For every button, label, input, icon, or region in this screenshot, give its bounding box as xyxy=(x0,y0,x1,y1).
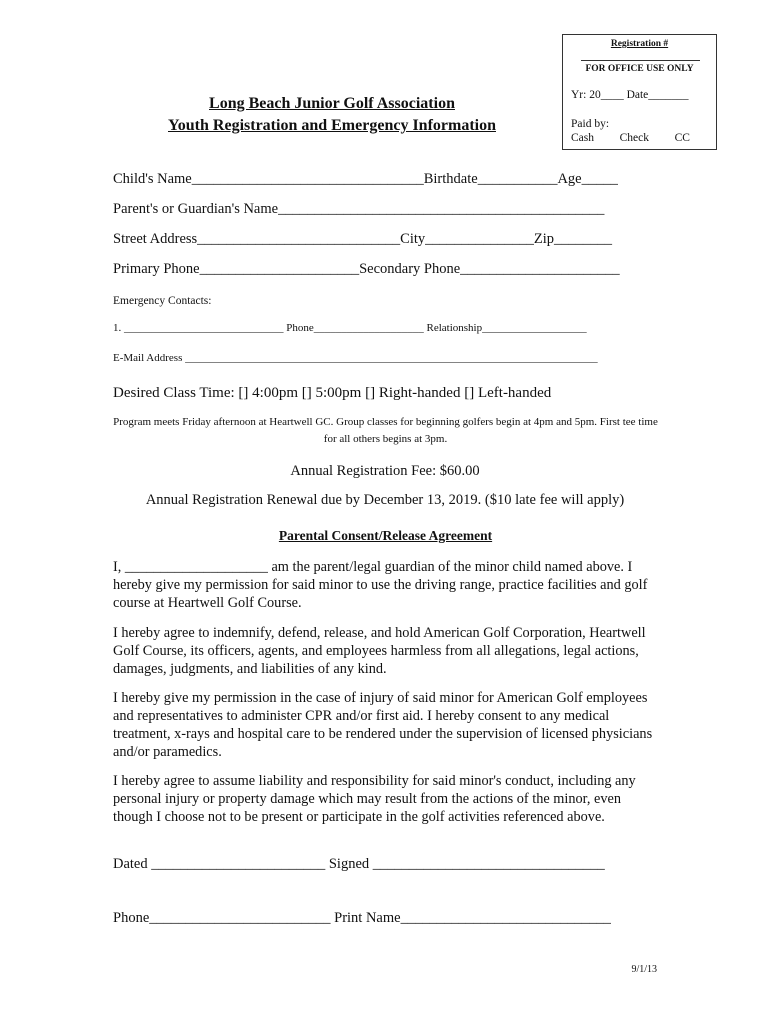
office-box-rule xyxy=(581,60,700,61)
year-date-field[interactable]: Yr: 20____ Date_______ xyxy=(571,89,689,101)
registration-fee: Annual Registration Fee: $60.00 xyxy=(290,463,480,479)
consent-paragraph-4: I hereby agree to assume liability and responsibility for said minor's conduct, including any personal injury or property damage which may result from the actions of the minor, even though I choose not to be present or participate in the golf activities referenced above. xyxy=(113,773,636,825)
paid-by-label: Paid by: xyxy=(571,118,610,130)
dated-signed-line[interactable]: Dated ________________________ Signed ________________________________ xyxy=(113,856,605,872)
payment-cash[interactable]: Cash xyxy=(571,132,594,144)
payment-options xyxy=(571,132,690,144)
office-use-box xyxy=(562,34,717,150)
class-time-options[interactable]: Desired Class Time: [] 4:00pm [] 5:00pm [] Right-handed [] Left-handed xyxy=(113,385,552,401)
registration-number-label: Registration # xyxy=(610,39,669,49)
consent-paragraph-2: I hereby agree to indemnify, defend, release, and hold American Golf Corporation, Heartwell Golf Course, its officers, agents, and employees harmless from all allegations, legal actions, damages, judgments, and liabilities of any kind. xyxy=(113,625,646,677)
footer-date: 9/1/13 xyxy=(631,964,657,975)
consent-paragraph-1: I, ____________________ am the parent/legal guardian of the minor child named above. I hereby give my permission for said minor to use the driving range, practice facilities and golf course at Heartwell Golf Course. xyxy=(113,559,648,611)
child-info-line[interactable]: Child's Name________________________________Birthdate___________Age_____ xyxy=(113,171,618,187)
org-name: Long Beach Junior Golf Association xyxy=(209,95,455,112)
emergency-contact-line[interactable]: 1. _____________________________ Phone____________________ Relationship___________________ xyxy=(113,322,587,334)
program-note: Program meets Friday afternoon at Heartwell GC. Group classes for beginning golfers begin at 4pm and 5pm. First tee time for all others begins at 3pm. xyxy=(113,416,658,445)
email-line[interactable]: E-Mail Address ___________________________________________________________________________ xyxy=(113,352,598,364)
address-line[interactable]: Street Address____________________________City_______________Zip________ xyxy=(113,231,613,247)
form-title: Youth Registration and Emergency Information xyxy=(168,117,496,134)
office-use-label: FOR OFFICE USE ONLY xyxy=(585,64,694,74)
phone-line[interactable]: Primary Phone______________________Secondary Phone______________________ xyxy=(113,261,620,277)
parent-name-line[interactable]: Parent's or Guardian's Name_____________________________________________ xyxy=(113,201,605,217)
emergency-contacts-label: Emergency Contacts: xyxy=(113,295,212,307)
consent-paragraph-3: I hereby give my permission in the case of injury of said minor for American Golf employees and representatives to administer CPR and/or first aid. I hereby consent to any medical treatment, x-rays and hospital care to be rendered under the supervision of licensed physicians and/or paramedics. xyxy=(113,690,653,760)
consent-title: Parental Consent/Release Agreement xyxy=(278,528,493,543)
payment-cc[interactable]: CC xyxy=(674,132,690,144)
payment-check[interactable]: Check xyxy=(619,132,650,144)
renewal-note: Annual Registration Renewal due by December 13, 2019. ($10 late fee will apply) xyxy=(145,492,625,508)
phone-print-name-line[interactable]: Phone_________________________ Print Name_____________________________ xyxy=(113,910,611,926)
